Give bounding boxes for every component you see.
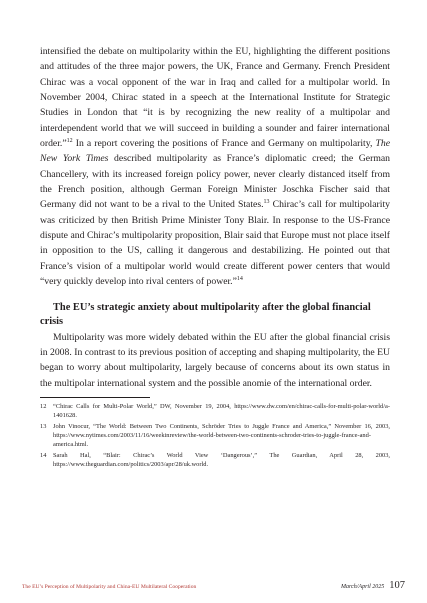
page-number: 107 [389, 580, 405, 591]
text-run: In a report covering the positions of France and Germany on multipolarity, [72, 138, 376, 150]
footnote-13 [40, 422, 390, 450]
footer-right [341, 580, 405, 591]
body-paragraph-1 [40, 44, 390, 290]
footnote-divider [40, 397, 150, 398]
body-paragraph-2: Multipolarity was more widely debated within the EU after the global financial crisis in 2008. In contrast to its previous position of accepting and shaping multipolarity, the EU began to worry about multipolarity, largely because of concerns about its own status in the multipolar international system and the possible anomie of the international order. [40, 331, 390, 389]
section-heading: The EU’s strategic anxiety about multipolarity after the global financial crisis [40, 301, 371, 327]
page-footer [22, 580, 405, 591]
footnote-text: Sarah Hal, “Blair: Chirac’s World View ‘Dangerous’,” The Guardian, April 28, 2003, https://www.theguardian.com/politics/2003/apr/28/uk.world. [53, 451, 390, 469]
footnotes [40, 402, 390, 469]
text-run: intensified the debate on multipolarity within the EU, highlighting the different positions and attitudes of the three major powers, the UK, France and Germany. French President Chirac was a vocal opponent of the war in Iraq and called for a multipolar world. In November 2004, Chirac stated in a speech at the International Institute for Strategic Studies in London that “it is by recognizing the new reality of a multipolar and interdependent world that we will succeed in building a sounder and fairer international order.” [40, 46, 390, 150]
text-run: Chirac’s call for multipolarity was criticized by then British Prime Minister Tony Blair. In response to the US-France dispute and Chirac’s multipolarity proposition, Blair said that Europe must not place itself in opposition to the US, calling it dangerous and destabilizing. He pointed out that France’s vision of a multipolar world would create different power centers that would “very quickly develop into rival centers of power.” [40, 199, 390, 288]
footnote-ref-13[interactable]: 13 [263, 199, 270, 206]
footnote-number: 13 [40, 422, 47, 430]
footnote-text: “Chirac Calls for Multi-Polar World,” DW, November 19, 2004, https://www.dw.com/en/chirac-calls-for-multi-polar-world/a-1401628. [53, 402, 390, 420]
footnote-14 [40, 451, 390, 469]
footnote-number: 12 [40, 402, 47, 410]
running-title: The EU’s Perception of Multipolarity and China-EU Multilateral Cooperation [22, 584, 197, 590]
text-run: described multipolarity as France’s diplomatic creed; the German Chancellery, with its increased foreign policy power, never clearly distanced itself from the French position, although German Foreign Minister Joschka Fischer said that Germany did not want to be a rival to the United States. [40, 153, 390, 211]
footnote-text: John Vinocur, “The World: Between Two Continents, Schröder Tries to Juggle France and America,” November 16, 2003, https://www.nytimes.com/2003/11/16/weekinreview/the-world-between-two-continents-schroder-tries-to-juggle-france-and-america.html. [53, 422, 390, 449]
footnote-number: 14 [40, 451, 47, 459]
publication-title: The New York Times [40, 138, 390, 165]
page-content [40, 44, 390, 471]
footnote-ref-14[interactable]: 14 [236, 275, 243, 282]
footnote-12 [40, 402, 390, 420]
issue-date: March/April 2025 [340, 584, 385, 590]
footnote-ref-12[interactable]: 12 [66, 137, 73, 144]
